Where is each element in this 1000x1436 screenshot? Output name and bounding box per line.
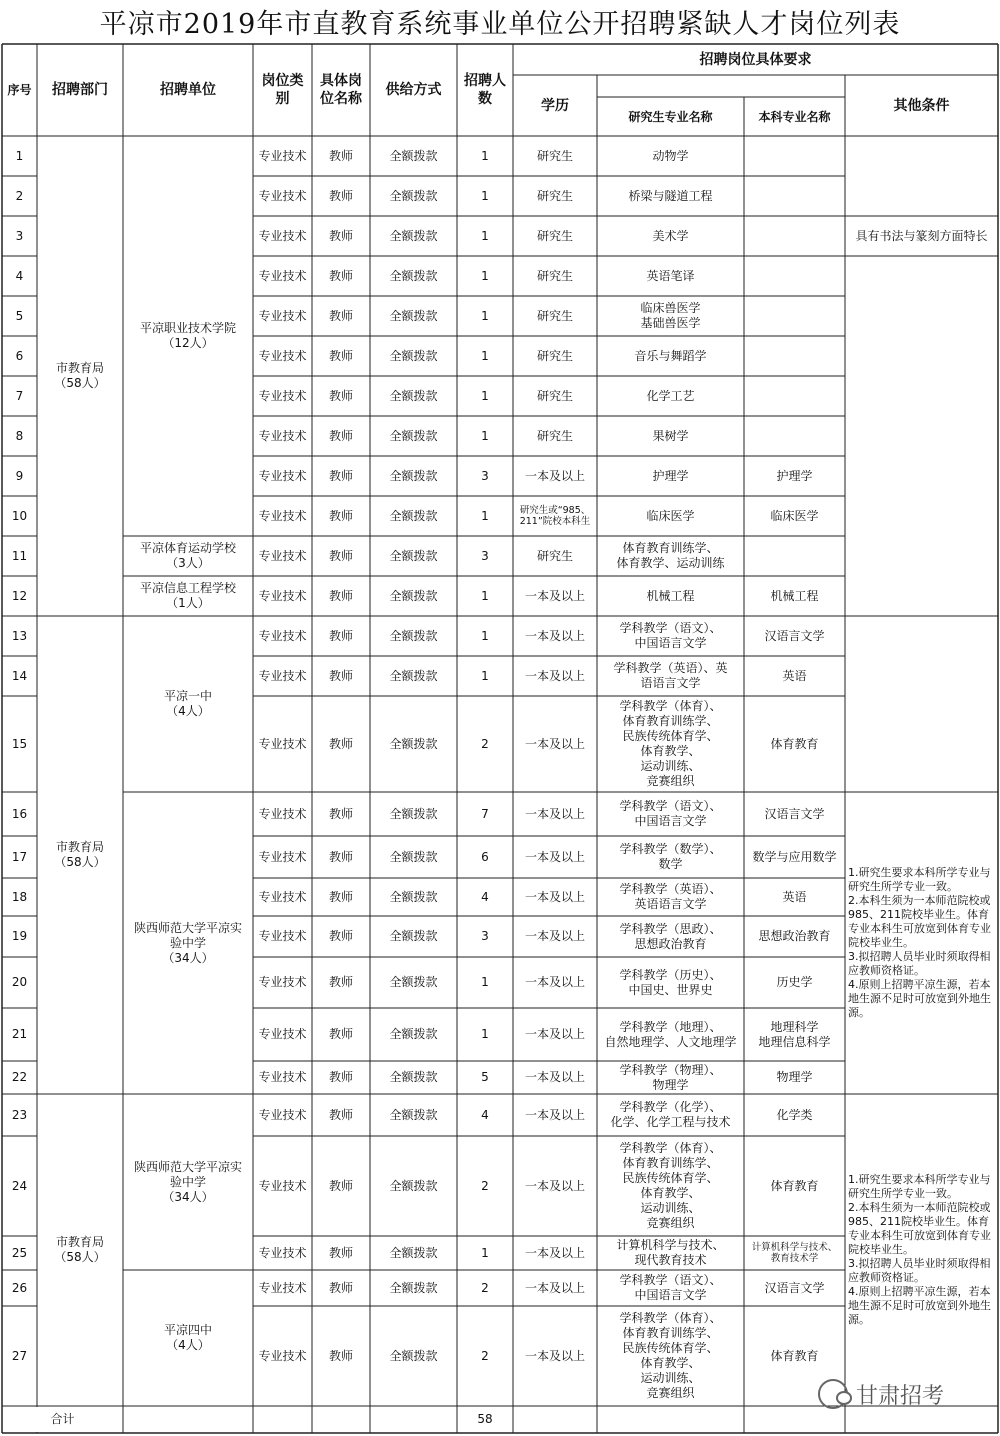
post-name-cell: 教师 (328, 1178, 353, 1193)
supply-cell: 全额拨款 (389, 736, 438, 751)
post-name-cell: 教师 (328, 1107, 353, 1122)
education-cell: 研究生 (536, 308, 573, 323)
grad-major-cell: 音乐与舞蹈学 (634, 348, 707, 363)
education-cell: 一本及以上 (524, 1027, 585, 1041)
count-cell: 1 (481, 668, 489, 683)
post-name-cell: 教师 (328, 268, 353, 283)
count-cell: 5 (481, 1070, 489, 1084)
grad-major-cell: 学科教学（化学）、 化学、化学工程与技术 (610, 1100, 731, 1129)
grad-major-cell: 学科教学（语文）、 中国语言文学 (619, 1273, 722, 1302)
post-type-cell: 专业技术 (258, 1070, 307, 1084)
education-cell: 一本及以上 (524, 889, 585, 904)
post-type-cell: 专业技术 (258, 1178, 307, 1193)
post-name-cell: 教师 (328, 348, 353, 363)
count-cell: 7 (481, 806, 489, 821)
grad-major-cell: 学科教学（体育）、 体育教育训练学、 民族传统体育学、 体育教学、 运动训练、 竞赛组织 (619, 1141, 722, 1230)
seq-cell: 4 (15, 268, 24, 283)
seq-cell: 7 (15, 388, 24, 403)
ug-major-cell: 体育教育 (770, 736, 819, 751)
count-cell: 2 (481, 1178, 489, 1193)
grad-major-cell: 护理学 (652, 468, 689, 483)
unit-cell: 平凉一中 （4人） (163, 689, 212, 718)
header-grad-major: 研究生专业名称 (628, 109, 713, 124)
ug-major-cell: 机械工程 (770, 588, 819, 603)
post-type-cell: 专业技术 (258, 388, 307, 403)
post-type-cell: 专业技术 (258, 1107, 307, 1122)
ug-major-cell: 历史学 (776, 975, 813, 989)
seq-cell: 22 (11, 1070, 28, 1084)
education-cell: 一本及以上 (524, 1107, 585, 1122)
post-name-cell: 教师 (328, 849, 353, 864)
education-cell: 一本及以上 (524, 668, 585, 683)
post-name-cell: 教师 (328, 1027, 353, 1041)
seq-cell: 9 (15, 468, 24, 483)
dept-cell: 市教育局 （58人） (54, 840, 106, 869)
ug-major-cell: 数学与应用数学 (752, 849, 837, 864)
post-name-cell: 教师 (328, 148, 353, 163)
seq-cell: 13 (11, 628, 28, 643)
seq-cell: 20 (11, 975, 28, 989)
grad-major-cell: 桥梁与隧道工程 (628, 188, 713, 203)
unit-cell: 陕西师范大学平凉实 验中学 （34人） (133, 1159, 242, 1204)
post-type-cell: 专业技术 (258, 308, 307, 323)
supply-cell: 全额拨款 (389, 348, 438, 363)
seq-cell: 3 (15, 228, 24, 243)
supply-cell: 全额拨款 (389, 849, 438, 864)
seq-cell: 26 (11, 1280, 28, 1295)
education-cell: 一本及以上 (524, 1245, 585, 1260)
ug-major-cell: 汉语言文学 (764, 1280, 825, 1295)
count-cell: 1 (481, 348, 489, 363)
count-cell: 1 (481, 588, 489, 603)
grad-major-cell: 学科教学（地理）、 自然地理学、人文地理学 (604, 1019, 737, 1049)
post-name-cell: 教师 (328, 806, 353, 821)
supply-cell: 全额拨款 (389, 1107, 438, 1122)
post-type-cell: 专业技术 (258, 428, 307, 443)
ug-major-cell: 地理科学 地理信息科学 (758, 1019, 831, 1049)
unit-cell: 平凉体育运动学校 （3人） (139, 541, 236, 570)
count-cell: 4 (481, 1107, 489, 1122)
post-name-cell: 教师 (328, 736, 353, 751)
post-name-cell: 教师 (328, 1245, 353, 1260)
seq-cell: 12 (11, 588, 28, 603)
post-name-cell: 教师 (328, 228, 353, 243)
count-cell: 1 (481, 188, 489, 203)
post-name-cell: 教师 (328, 548, 353, 563)
post-type-cell: 专业技术 (258, 228, 307, 243)
supply-cell: 全额拨款 (389, 388, 438, 403)
post-type-cell: 专业技术 (258, 1348, 307, 1363)
supply-cell: 全额拨款 (389, 548, 438, 563)
supply-cell: 全额拨款 (389, 1070, 438, 1084)
other-conditions-cell (845, 256, 998, 616)
ug-major-cell: 思想政治教育 (758, 929, 831, 943)
education-cell: 一本及以上 (524, 628, 585, 643)
education-cell: 研究生或“985、211”院校本科生 (519, 505, 591, 527)
count-cell: 1 (481, 428, 489, 443)
post-name-cell: 教师 (328, 1070, 353, 1084)
count-cell: 6 (481, 849, 489, 864)
other-conditions-cell (845, 616, 998, 792)
other-conditions-cell: 1.研究生要求本科所学专业与研究生所学专业一致。 2.本科生须为一本师范院校或985、211院校毕业生。体育专业本科生可放宽到体育专业院校毕业生。 3.拟招聘人员毕业时须取得相应教师资格证。 4.原则上招聘平凉生源，若本地生源不足时可放宽到外地生源。 (848, 866, 991, 1019)
seq-cell: 15 (11, 736, 28, 751)
post-type-cell: 专业技术 (258, 1245, 307, 1260)
post-type-cell: 专业技术 (258, 268, 307, 283)
count-cell: 1 (481, 628, 489, 643)
header-seq: 序号 (7, 83, 32, 97)
grad-major-cell: 机械工程 (646, 588, 695, 603)
post-name-cell: 教师 (328, 468, 353, 483)
ug-major-cell (744, 256, 845, 296)
education-cell: 研究生 (536, 228, 573, 243)
count-cell: 3 (481, 468, 489, 483)
unit-cell: 平凉信息工程学校 （1人） (139, 581, 236, 610)
ug-major-cell (744, 376, 845, 416)
seq-cell: 14 (11, 668, 28, 683)
post-type-cell: 专业技术 (258, 849, 307, 864)
ug-major-cell (744, 416, 845, 456)
education-cell: 一本及以上 (524, 1280, 585, 1295)
post-name-cell: 教师 (328, 1280, 353, 1295)
header-supply: 供给方式 (385, 82, 442, 98)
wechat-icon (818, 1379, 848, 1409)
post-name-cell: 教师 (328, 628, 353, 643)
education-cell: 研究生 (536, 348, 573, 363)
seq-cell: 2 (15, 188, 24, 203)
header-unit: 招聘单位 (160, 82, 216, 98)
ug-major-cell: 计算机科学与技术、 教育技术学 (751, 1242, 838, 1264)
ug-major-cell: 临床医学 (770, 508, 819, 523)
total-label: 合计 (50, 1412, 75, 1426)
unit-cell: 平凉职业技术学院 （12人） (139, 321, 236, 350)
ug-major-cell: 英语 (782, 889, 807, 904)
supply-cell: 全额拨款 (389, 628, 438, 643)
supply-cell: 全额拨款 (389, 308, 438, 323)
post-type-cell: 专业技术 (258, 148, 307, 163)
supply-cell: 全额拨款 (389, 468, 438, 483)
education-cell: 研究生 (536, 268, 573, 283)
ug-major-cell: 汉语言文学 (764, 806, 825, 821)
header-dept: 招聘部门 (52, 82, 108, 98)
grad-major-cell: 英语笔译 (646, 268, 695, 283)
ug-major-cell: 化学类 (776, 1107, 813, 1122)
ug-major-cell: 物理学 (776, 1070, 813, 1084)
watermark (818, 1374, 998, 1414)
supply-cell: 全额拨款 (389, 975, 438, 989)
supply-cell: 全额拨款 (389, 268, 438, 283)
count-cell: 4 (481, 889, 489, 904)
grad-major-cell: 果树学 (652, 428, 689, 443)
post-name-cell: 教师 (328, 975, 353, 989)
other-conditions-cell: 具有书法与篆刻方面特长 (855, 228, 988, 243)
grad-major-cell: 计算机科学与技术、 现代教育技术 (616, 1238, 725, 1267)
post-type-cell: 专业技术 (258, 1280, 307, 1295)
count-cell: 1 (481, 308, 489, 323)
ug-major-cell (744, 176, 845, 216)
grad-major-cell: 学科教学（数学）、 数学 (619, 842, 722, 871)
count-cell: 2 (481, 1348, 489, 1363)
supply-cell: 全额拨款 (389, 929, 438, 943)
count-cell: 3 (481, 929, 489, 943)
post-name-cell: 教师 (328, 508, 353, 523)
post-type-cell: 专业技术 (258, 188, 307, 203)
seq-cell: 17 (11, 849, 28, 864)
dept-cell: 市教育局 （58人） (54, 1235, 106, 1264)
header-other: 其他条件 (893, 97, 950, 114)
grad-major-cell: 学科教学（英语）、英 语语言文学 (613, 661, 728, 690)
education-cell: 一本及以上 (524, 736, 585, 751)
count-cell: 1 (481, 228, 489, 243)
education-cell: 一本及以上 (524, 1178, 585, 1193)
education-cell: 一本及以上 (524, 849, 585, 864)
post-type-cell: 专业技术 (258, 889, 307, 904)
education-cell: 一本及以上 (524, 975, 585, 989)
seq-cell: 11 (11, 548, 28, 563)
supply-cell: 全额拨款 (389, 889, 438, 904)
post-type-cell: 专业技术 (258, 736, 307, 751)
education-cell: 研究生 (536, 548, 573, 563)
supply-cell: 全额拨款 (389, 1245, 438, 1260)
grad-major-cell: 学科教学（历史）、 中国史、世界史 (619, 967, 722, 997)
education-cell: 一本及以上 (524, 588, 585, 603)
post-type-cell: 专业技术 (258, 548, 307, 563)
header-post-name: 具体岗位名称 (320, 73, 362, 107)
count-cell: 1 (481, 268, 489, 283)
count-cell: 3 (481, 548, 489, 563)
unit-cell: 平凉四中 （4人） (163, 1323, 212, 1352)
grad-major-cell: 动物学 (652, 148, 689, 163)
post-name-cell: 教师 (328, 588, 353, 603)
page-title: 平凉市2019年市直教育系统事业单位公开招聘紧缺人才岗位列表 (99, 9, 901, 40)
seq-cell: 27 (11, 1348, 28, 1363)
post-name-cell: 教师 (328, 188, 353, 203)
other-conditions-cell (845, 136, 998, 216)
seq-cell: 23 (11, 1107, 28, 1122)
post-name-cell: 教师 (328, 889, 353, 904)
count-cell: 1 (481, 508, 489, 523)
count-cell: 1 (481, 1245, 489, 1260)
seq-cell: 21 (11, 1027, 28, 1041)
post-type-cell: 专业技术 (258, 806, 307, 821)
education-cell: 研究生 (536, 148, 573, 163)
supply-cell: 全额拨款 (389, 668, 438, 683)
supply-cell: 全额拨款 (389, 806, 438, 821)
grad-major-cell: 学科教学（语文）、 中国语言文学 (619, 621, 722, 650)
grad-major-cell: 体育教育训练学、 体育教学、运动训练 (616, 541, 725, 570)
post-type-cell: 专业技术 (258, 975, 307, 989)
supply-cell: 全额拨款 (389, 148, 438, 163)
header-count: 招聘人数 (464, 73, 506, 107)
grad-major-cell: 临床医学 (646, 508, 695, 523)
header-post-type: 岗位类别 (261, 73, 304, 107)
header-ug-major: 本科专业名称 (758, 109, 831, 124)
seq-cell: 24 (11, 1178, 28, 1193)
post-name-cell: 教师 (328, 929, 353, 943)
ug-major-cell (744, 296, 845, 336)
count-cell: 2 (481, 1280, 489, 1295)
education-cell: 一本及以上 (524, 468, 585, 483)
count-cell: 1 (481, 975, 489, 989)
education-cell: 一本及以上 (524, 1348, 585, 1363)
grad-major-cell: 学科教学（英语）、 英语语言文学 (619, 882, 722, 911)
grad-major-cell: 学科教学（体育）、 体育教育训练学、 民族传统体育学、 体育教学、 运动训练、 竞赛组织 (619, 1311, 722, 1400)
grad-major-cell: 学科教学（体育）、 体育教育训练学、 民族传统体育学、 体育教学、 运动训练、 竞赛组织 (619, 699, 722, 788)
post-type-cell: 专业技术 (258, 588, 307, 603)
post-name-cell: 教师 (328, 668, 353, 683)
total-count: 58 (477, 1412, 493, 1426)
grad-major-cell: 学科教学（语文）、 中国语言文学 (619, 799, 722, 828)
unit-cell: 陕西师范大学平凉实 验中学 （34人） (133, 920, 242, 965)
other-conditions-cell: 1.研究生要求本科所学专业与研究生所学专业一致。 2.本科生须为一本师范院校或985、211院校毕业生。体育专业本科生可放宽到体育专业院校毕业生。 3.拟招聘人员毕业时须取得相应教师资格证。 4.原则上招聘平凉生源，若本地生源不足时可放宽到外地生源。 (848, 1173, 991, 1326)
post-type-cell: 专业技术 (258, 508, 307, 523)
grad-major-cell: 化学工艺 (646, 388, 695, 403)
post-name-cell: 教师 (328, 308, 353, 323)
education-cell: 一本及以上 (524, 806, 585, 821)
supply-cell: 全额拨款 (389, 1280, 438, 1295)
ug-major-cell: 汉语言文学 (764, 628, 825, 643)
education-cell: 研究生 (536, 428, 573, 443)
seq-cell: 25 (11, 1245, 28, 1260)
post-type-cell: 专业技术 (258, 929, 307, 943)
education-cell: 研究生 (536, 188, 573, 203)
count-cell: 1 (481, 388, 489, 403)
post-type-cell: 专业技术 (258, 668, 307, 683)
count-cell: 1 (481, 148, 489, 163)
supply-cell: 全额拨款 (389, 428, 438, 443)
seq-cell: 16 (11, 806, 28, 821)
post-type-cell: 专业技术 (258, 1027, 307, 1041)
seq-cell: 6 (15, 348, 24, 363)
watermark-text: 甘肃招考 (856, 1383, 945, 1409)
header-education: 学历 (541, 97, 569, 114)
ug-major-cell (744, 136, 845, 176)
grad-major-cell: 学科教学（思政）、 思想政治教育 (619, 921, 722, 951)
ug-major-cell: 英语 (782, 668, 807, 683)
seq-cell: 1 (15, 148, 24, 163)
education-cell: 一本及以上 (524, 1070, 585, 1084)
supply-cell: 全额拨款 (389, 188, 438, 203)
supply-cell: 全额拨款 (389, 508, 438, 523)
dept-cell: 市教育局 （58人） (54, 361, 106, 390)
ug-major-cell (744, 336, 845, 376)
header-requirements: 招聘岗位具体要求 (699, 51, 812, 68)
grad-major-cell: 临床兽医学 基础兽医学 (640, 301, 701, 330)
grad-major-cell: 美术学 (652, 228, 689, 243)
post-name-cell: 教师 (328, 1348, 353, 1363)
post-name-cell: 教师 (328, 388, 353, 403)
supply-cell: 全额拨款 (389, 1178, 438, 1193)
seq-cell: 10 (11, 508, 28, 523)
seq-cell: 18 (11, 889, 28, 904)
seq-cell: 5 (15, 308, 24, 323)
ug-major-cell: 护理学 (776, 468, 813, 483)
count-cell: 2 (481, 736, 489, 751)
supply-cell: 全额拨款 (389, 588, 438, 603)
count-cell: 1 (481, 1027, 489, 1041)
grad-major-cell: 学科教学（物理）、 物理学 (619, 1062, 722, 1092)
seq-cell: 19 (11, 929, 28, 943)
education-cell: 研究生 (536, 388, 573, 403)
seq-cell: 8 (15, 428, 24, 443)
education-cell: 一本及以上 (524, 929, 585, 943)
post-name-cell: 教师 (328, 428, 353, 443)
supply-cell: 全额拨款 (389, 1348, 438, 1363)
ug-major-cell: 体育教育 (770, 1348, 819, 1363)
ug-major-cell (744, 536, 845, 576)
ug-major-cell: 体育教育 (770, 1178, 819, 1193)
post-type-cell: 专业技术 (258, 628, 307, 643)
post-type-cell: 专业技术 (258, 468, 307, 483)
supply-cell: 全额拨款 (389, 1027, 438, 1041)
ug-major-cell (744, 216, 845, 256)
post-type-cell: 专业技术 (258, 348, 307, 363)
supply-cell: 全额拨款 (389, 228, 438, 243)
merge-cover (36, 1407, 39, 1432)
